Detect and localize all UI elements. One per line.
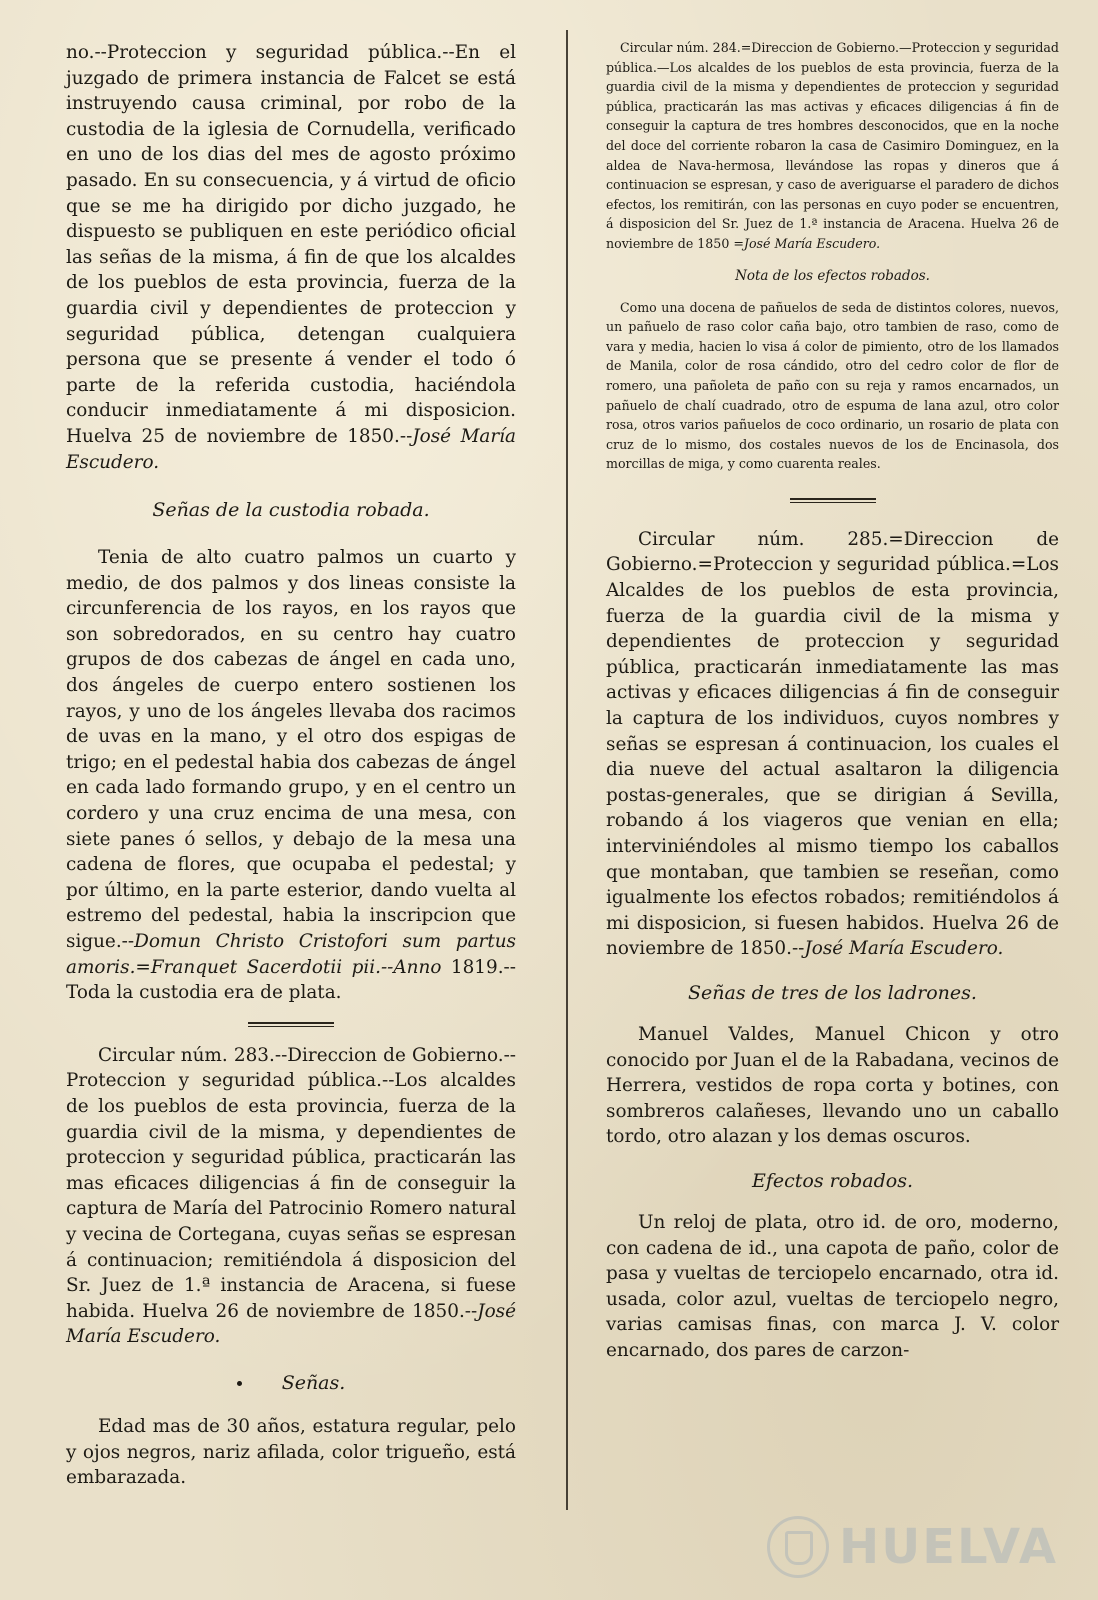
signature: José María Escudero. <box>804 938 1004 960</box>
right-paragraph-circular-285 <box>606 527 1059 962</box>
heading-ladrones: Señas de tres de los ladrones. <box>688 981 977 1004</box>
section-rule <box>790 498 876 503</box>
left-paragraph-circular-283 <box>66 1043 516 1350</box>
circular-284-text: Circular núm. 284.=Direccion de Gobierno.—Proteccion y seguridad pública.—Los alcaldes de los pueblos de esta provincia, fuerza de la guardia civil de la misma y dependientes de proteccion y seguridad pública, practicarán las mas activas y eficaces diligencias á fin de conseguir la captura de tres hombres desconocidos, que en la noche del doce del corriente robaron la casa de Casimiro Dominguez, en la aldea de Nava-hermosa, llevándose las ropas y dineros que á continuacion se espresan, y caso de averiguarse el paradero de dichos efectos, los remitirán, con las personas en cuyo poder se encuentren, á disposicion del Sr. Juez de 1.ª instancia de Aracena. Huelva 26 de noviembre de 1850 = <box>606 40 1059 251</box>
heading-senas <box>66 1370 516 1396</box>
heading-nota-efectos: Nota de los efectos robados. <box>735 267 930 284</box>
circular-283-text: Circular núm. 283.--Direccion de Gobierno.--Proteccion y seguridad pública.--Los alcaldes de los pueblos de esta provincia, fuerza de la guardia civil de la misma, y dependientes de proteccion y seguridad pública, practicarán las mas eficaces diligencias á fin de conseguir la captura de María del Patrocinio Romero natural y vecina de Cortegana, cuyas señas se espresan á continuacion; remitiéndola á disposicion del Sr. Juez de 1.ª instancia de Aracena, si fuese habida. Huelva 26 de noviembre de 1850.-- <box>66 1044 516 1322</box>
right-paragraph-ladrones: Manuel Valdes, Manuel Chicon y otro conocido por Juan el de la Rabadana, vecinos de Herrera, vestidos de ropa corta y botines, con sombreros calañeses, llevando uno un caballo tordo, otro alazan y los demas oscuros. <box>606 1023 1059 1148</box>
heading-senas-text: Señas. <box>281 1371 346 1394</box>
custodia-inscription: Domun Christo Cristofori sum partus amoris.=Franquet Sacerdotii pii.--Anno <box>66 931 516 978</box>
section-rule <box>248 1022 334 1027</box>
right-column <box>606 36 1059 1364</box>
left-paragraph-falcet-text: no.--Proteccion y seguridad pública.--En el juzgado de primera instancia de Falcet se está instruyendo causa criminal, por robo de la custodia de la iglesia de Cornudella, verificado en uno de los dias del mes de agosto próximo pasado. En su consecuencia, y á virtud de oficio que se me ha dirigido por dicho juzgado, he dispuesto se publiquen en este periódico oficial las señas de la misma, á fin de que los alcaldes de los pueblos de esta provincia, fuerza de la guardia civil y dependientes de proteccion y seguridad pública, detengan cualquiera persona que se presente á vender el todo ó parte de la referida custodia, haciéndola conducir inmediatamente á mi disposicion. Huelva 25 de noviembre de 1850.-- <box>66 42 516 447</box>
right-paragraph-circular-284 <box>606 38 1059 254</box>
watermark-text: HUELVA <box>839 1519 1058 1575</box>
left-paragraph-senas: Edad mas de 30 años, estatura regular, pelo y ojos negros, nariz afilada, color trigueño, está embarazada. <box>66 1415 516 1489</box>
right-paragraph-efectos-robados: Un reloj de plata, otro id. de oro, moderno, con cadena de id., una capota de paño, color de pasa y vueltas de terciopelo encarnado, otra id. usada, color azul, vueltas de terciopelo negro, varias camisas finas, con marca J. V. color encarnado, dos pares de carzon- <box>606 1211 1059 1361</box>
left-column <box>66 36 516 1491</box>
custodia-tail: 1819.--Toda la custodia era de plata. <box>66 956 516 1004</box>
right-paragraph-efectos: Como una docena de pañuelos de seda de distintos colores, nuevos, un pañuelo de raso color caña bajo, otro tambien de raso, como de vara y media, hacien lo visa á color de pimiento, otro de los llamados de Manila, color de rosa cándido, otro del cedro color de flor de romero, una pañoleta de paño con su reja y ramos encarnados, un pañuelo de chalí cuadrado, otro de espuma de lana azul, otro color rosa, otros varios pañuelos de coco ordinario, un rosario de plata con cruz de lo mismo, dos costales nuevos de los de Encinasola, dos morcillas de miga, y como cuarenta reales. <box>606 299 1059 472</box>
column-divider <box>566 30 568 1510</box>
circular-285-text: Circular núm. 285.=Direccion de Gobierno.=Proteccion y seguridad pública.=Los Alcaldes de los pueblos de esta provincia, fuerza de la guardia civil de la misma y dependientes de proteccion y seguridad pública, practicarán inmediatamente las mas activas y eficaces diligencias á fin de conseguir la captura de los individuos, cuyos nombres y señas se espresan á continuacion, los cuales el dia nueve del actual asaltaron la diligencia postas-generales, que se dirigian á Sevilla, robando á los viageros que venian en ella; interviniéndoles al mismo tiempo los caballos que montaban, que tambien se reseñan, como igualmente los efectos robados; remitiéndolos á mi disposicion, si fuesen habidos. Huelva 26 de noviembre de 1850.-- <box>606 528 1059 960</box>
heading-efectos-robados: Efectos robados. <box>751 1169 914 1192</box>
heading-custodia: Señas de la custodia robada. <box>152 499 430 522</box>
signature: José María Escudero. <box>66 425 517 473</box>
custodia-description: Tenia de alto cuatro palmos un cuarto y medio, de dos palmos y dos lineas consiste la circunferencia de los rayos, en los rayos que son sobredorados, en su centro hay cuatro grupos de dos cabezas de ángel en cada uno, dos ángeles de cuerpo entero sostienen los rayos, y uno de los ángeles llevaba dos racimos de uvas en la mano, y el otro dos espigas de trigo; en el pedestal habia dos cabezas de ángel en cada lado formando grupo, y en el centro un cordero y una cruz encima de una mesa, con siete panes ó sellos, y debajo de la mesa una cadena de flores, que ocupaba el pedestal; y por último, en la parte esterior, dando vuelta al estremo del pedestal, habia la inscripcion que sigue.-- <box>66 547 516 952</box>
archive-watermark <box>767 1516 1058 1578</box>
signature: José María Escudero. <box>66 1300 516 1348</box>
left-paragraph-falcet <box>66 40 516 475</box>
bullet-dot-icon <box>237 1381 242 1386</box>
archive-seal-icon <box>767 1516 829 1578</box>
left-paragraph-custodia <box>66 545 516 1006</box>
signature: José María Escudero. <box>743 235 881 251</box>
